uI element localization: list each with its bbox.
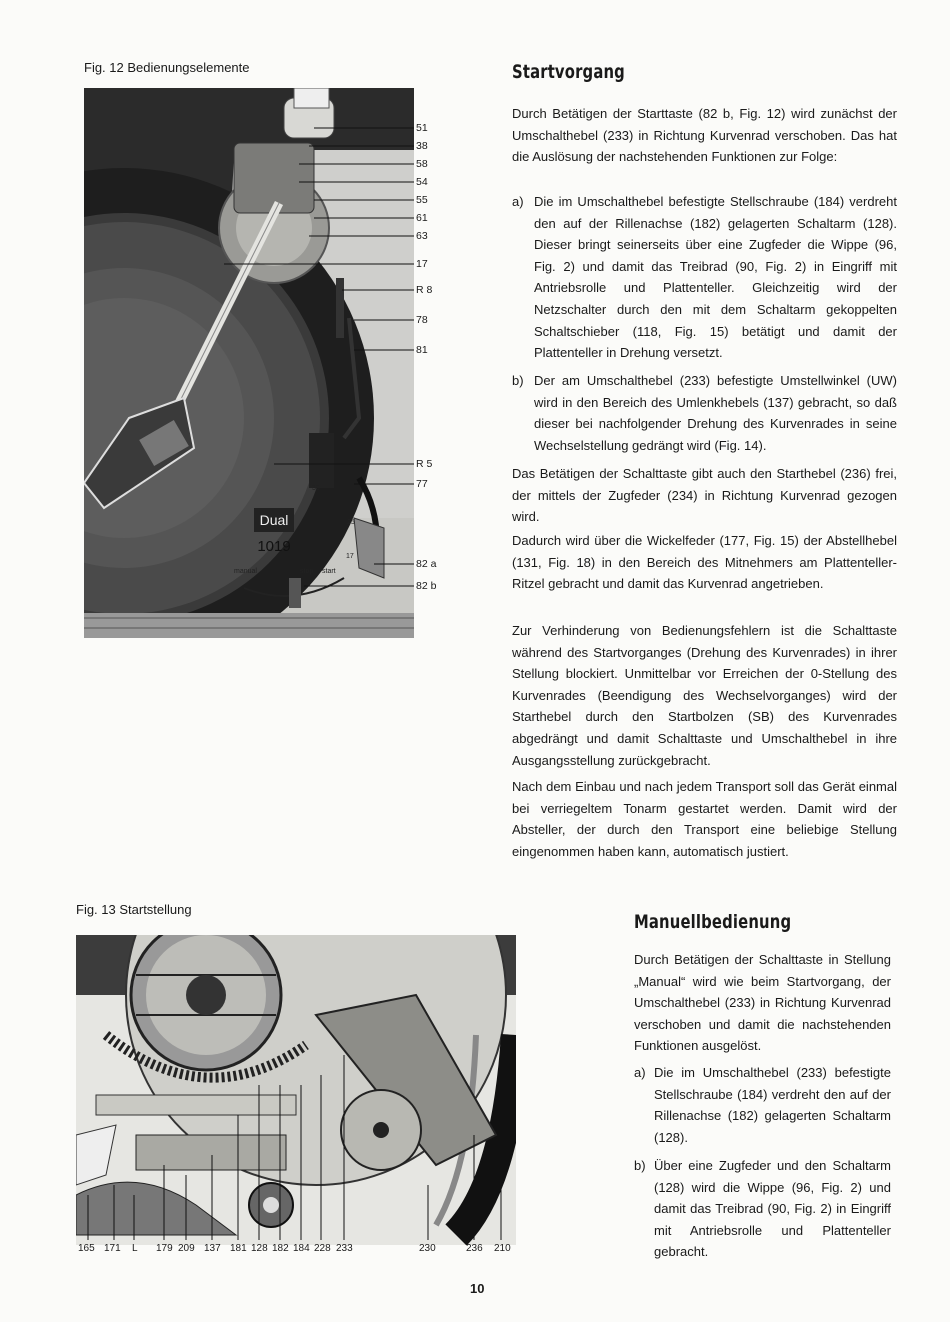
callout-r5: R 5: [416, 458, 433, 470]
callout-233: 233: [336, 1243, 353, 1254]
manuell-item-a-text: Die im Umschalthebel (233) befestigte Stellschraube (184) verdreht den auf der Rillenachse (182) gelagerten Schaltarm (128).: [654, 1065, 891, 1145]
callout-38: 38: [416, 140, 428, 152]
figure-12-caption: Fig. 12 Bedienungselemente: [84, 60, 250, 75]
callout-181: 181: [230, 1243, 247, 1254]
startvorgang-paragraph-5: Nach dem Einbau und nach jedem Transport soll das Gerät einmal bei verriegeltem Tonarm gestartet werden. Damit wird der Absteller, der durch den Transport eine beliebige Stellung eingenommen haben kann, automatisch justiert.: [512, 779, 897, 859]
mechanism-illustration: [76, 935, 516, 1245]
callout-81: 81: [416, 344, 428, 356]
scale-30: 30: [312, 485, 320, 492]
callout-82b: 82 b: [416, 580, 437, 592]
callout-55: 55: [416, 194, 428, 206]
scale-25: 25: [347, 519, 355, 526]
callout-182: 182: [272, 1243, 289, 1254]
callout-54: 54: [416, 176, 428, 188]
callout-78: 78: [416, 314, 428, 326]
scale-17: 17: [346, 553, 354, 560]
model-number-text: 1019: [257, 538, 291, 555]
item-a-label: a): [512, 194, 524, 209]
callout-r8: R 8: [416, 284, 433, 296]
label-stop: stop: [300, 568, 314, 575]
startvorgang-item-a: [512, 191, 897, 363]
callout-128: 128: [251, 1243, 268, 1254]
callout-17: 17: [416, 258, 428, 270]
callout-210: 210: [494, 1243, 511, 1254]
label-manual: manual: [234, 568, 257, 575]
manuell-item-b: [634, 1155, 891, 1265]
callout-171: 171: [104, 1243, 121, 1254]
callout-63: 63: [416, 230, 428, 242]
manuell-item-a-label: a): [634, 1065, 646, 1080]
callout-165: 165: [78, 1243, 95, 1254]
startvorgang-item-b: [512, 370, 897, 458]
callout-184: 184: [293, 1243, 310, 1254]
startvorgang-paragraph-3: Dadurch wird über die Wickelfeder (177, Fig. 15) der Abstellhebel (131, Fig. 18) in den Bereich des Mitnehmers am Plattenteller-Ritzel gebracht und damit das Kurvenrad angetrieben.: [512, 533, 897, 592]
callout-209: 209: [178, 1243, 195, 1254]
section-title-startvorgang: Startvorgang: [512, 61, 625, 83]
figure-13-caption: Fig. 13 Startstellung: [76, 902, 192, 917]
manuell-item-b-text: Über eine Zugfeder und den Schaltarm (128) wird die Wippe (96, Fig. 2) und damit das Treibrad (90, Fig. 2) in Eingriff mit Antriebsrolle und Plattenteller gebracht.: [654, 1158, 891, 1260]
manuell-intro: Durch Betätigen der Schalttaste in Stellung „Manual“ wird wie beim Startvorgang, der Umschalthebel (233) in Richtung Kurvenrad verschoben und damit die nachstehenden Funktionen ausgelöst.: [634, 952, 891, 1054]
item-a-text: Die im Umschalthebel befestigte Stellschraube (184) verdreht den auf der Rillenachse (182) gelagerten Schaltarm (128). Dieser bringt seinerseits über eine Zugfeder die Wippe (96, Fig. 2) und damit das Treibrad (90, Fig. 2) in Eingriff mit Antriebsrolle und Plattenteller. Gleichzeitig wird der Netzschalter durch den mit dem Schaltarm gekoppelten Schaltschieber (118, Fig. 15) betätigt und damit der Plattenteller in Drehung versetzt.: [534, 194, 897, 361]
callout-228: 228: [314, 1243, 331, 1254]
callout-82a: 82 a: [416, 558, 437, 570]
startvorgang-paragraph-4: Zur Verhinderung von Bedienungsfehlern ist die Schalttaste während des Startvorganges (Drehung des Kurvenrades) in ihrer Stellung blockiert. Unmittelbar vor Erreichen der 0-Stellung des Kurvenrades (Beendigung des Wechselvorganges) wird der Starthebel durch den Startbolzen (SB) des Kurvenrades abgedrängt und damit Schalttaste und Umschalthebel in ihre Ausgangsstellung zurückgebracht.: [512, 623, 897, 768]
callout-51: 51: [416, 122, 428, 134]
figure-12-turntable-photo: [84, 88, 437, 638]
manuell-item-b-label: b): [634, 1158, 646, 1173]
section-title-manuellbedienung: Manuellbedienung: [634, 911, 792, 933]
figure-13-mechanism-photo: [76, 935, 516, 1245]
callout-61: 61: [416, 212, 428, 224]
item-b-label: b): [512, 373, 524, 388]
brand-badge-text: Dual: [259, 512, 289, 528]
callout-l: L: [132, 1243, 138, 1254]
figure-13-callouts: [76, 1243, 516, 1259]
callout-58: 58: [416, 158, 428, 170]
turntable-illustration: [84, 88, 414, 638]
callout-77: 77: [416, 478, 428, 490]
label-start: start: [322, 568, 336, 575]
page-number: 10: [470, 1281, 485, 1296]
item-b-text: Der am Umschalthebel (233) befestigte Umstellwinkel (UW) wird in den Bereich des Umlenkhebels (137) gebracht, so daß dieser bei nachfolgender Drehung des Kurvenrades in seine Wechselstellung gedrängt wird (Fig. 14).: [534, 373, 897, 453]
manuell-item-a: [634, 1062, 891, 1150]
callout-236: 236: [466, 1243, 483, 1254]
startvorgang-intro: Durch Betätigen der Starttaste (82 b, Fig. 12) wird zunächst der Umschalthebel (233) in Richtung Kurvenrad verschoben. Das hat die Auslösung der nachstehenden Funktionen zur Folge:: [512, 106, 897, 165]
callout-230: 230: [419, 1243, 436, 1254]
startvorgang-paragraph-2: Das Betätigen der Schalttaste gibt auch den Starthebel (236) frei, der mittels der Zugfeder (234) in Richtung Kurvenrad gezogen wird.: [512, 466, 897, 525]
callout-179: 179: [156, 1243, 173, 1254]
callout-137: 137: [204, 1243, 221, 1254]
figure-12-callouts: [414, 88, 454, 638]
